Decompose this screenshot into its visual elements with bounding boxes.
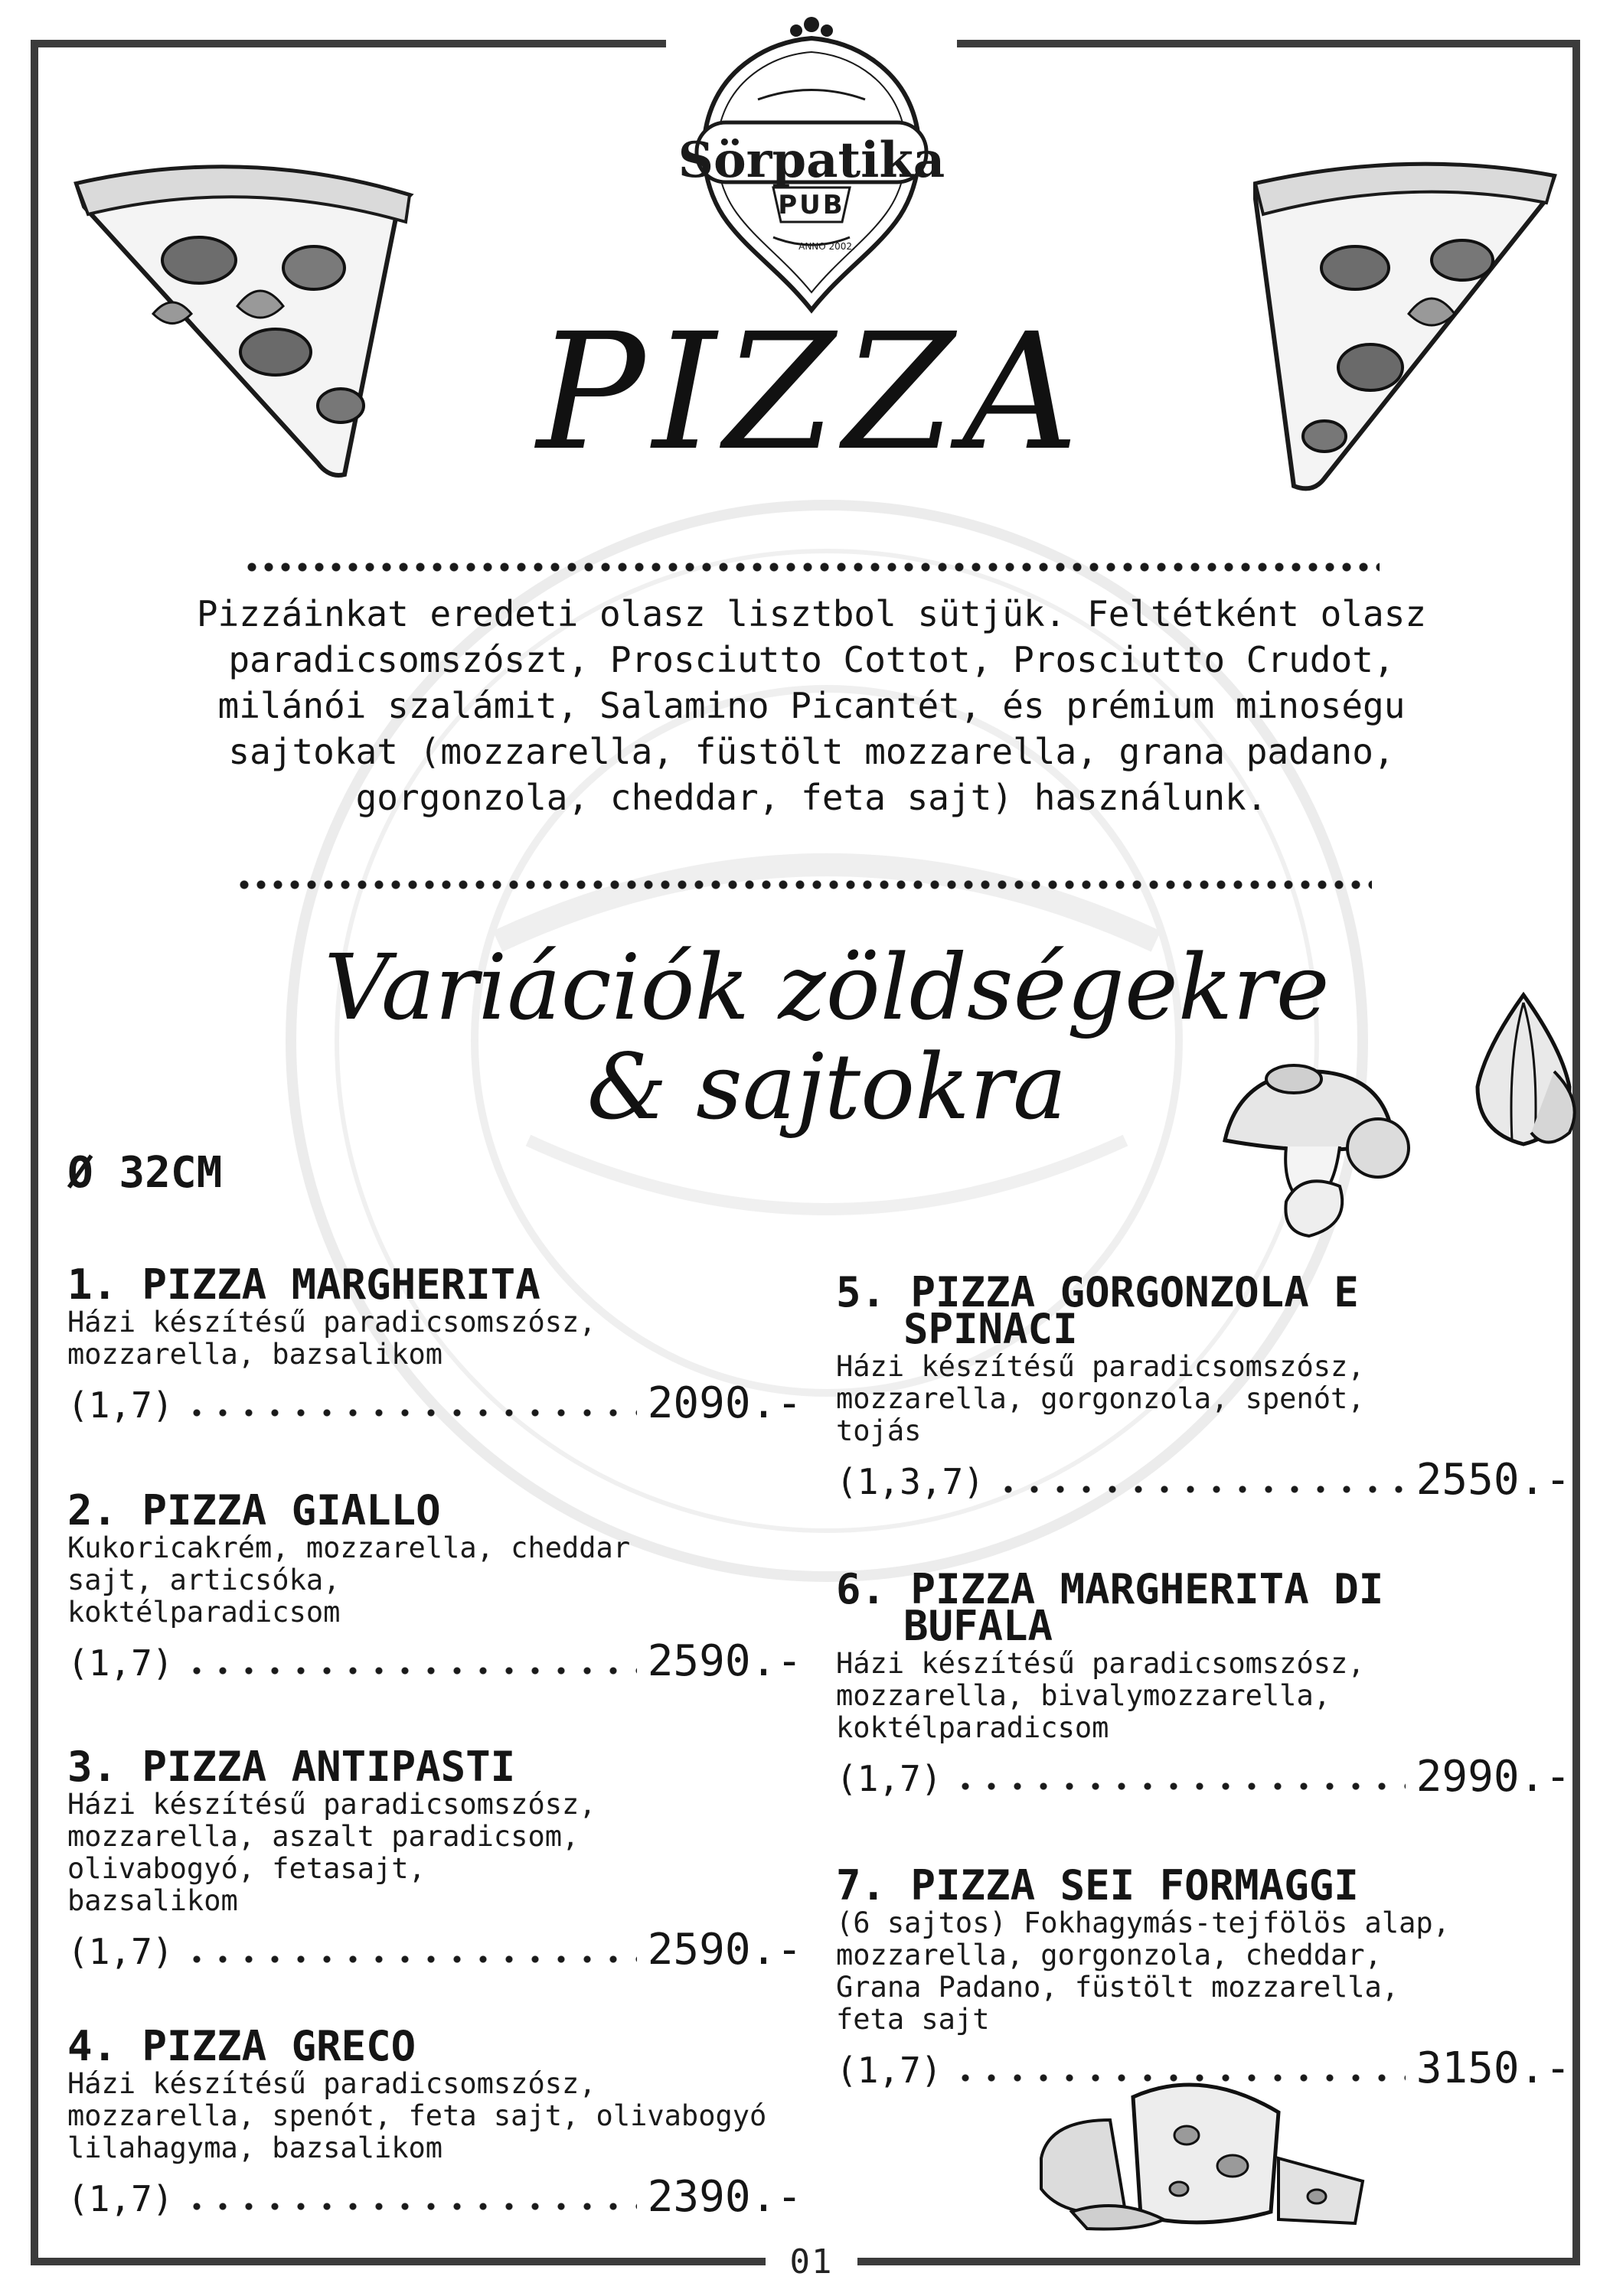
dot-leader bbox=[184, 2173, 636, 2211]
item-desc-line: sajt, articsóka, bbox=[67, 1564, 341, 1596]
item-desc-line: koktélparadicsom bbox=[836, 1711, 1109, 1744]
intro-line: gorgonzola, cheddar, feta sajt) használunk. bbox=[355, 777, 1268, 818]
item-name: 7. PIZZA SEI FORMAGGI bbox=[836, 1861, 1359, 1910]
dotted-divider bbox=[243, 561, 1380, 573]
item-description bbox=[67, 1789, 802, 1917]
price-line bbox=[836, 1455, 1571, 1505]
allergen-codes: (1,3,7) bbox=[836, 1461, 985, 1502]
intro-line: paradicsomszószt, Prosciutto Cottot, Prosciutto Crudot, bbox=[228, 639, 1395, 680]
item-desc-line: feta sajt bbox=[836, 2003, 990, 2036]
intro-line: Pizzáinkat eredeti olasz lisztbol sütjük. Feltétként olasz bbox=[196, 593, 1427, 634]
allergen-codes: (1,7) bbox=[67, 1931, 174, 1972]
item-desc-line: mozzarella, bivalymozzarella, bbox=[836, 1679, 1331, 1712]
item-desc-line: mozzarella, spenót, feta sajt, olivabogyó bbox=[67, 2099, 767, 2132]
pub-logo bbox=[666, 8, 957, 314]
logo-anno-text: ANNO 2002. bbox=[798, 241, 855, 252]
item-desc-line: Házi készítésű paradicsomszósz, bbox=[836, 1350, 1365, 1383]
page-title: PIZZA bbox=[537, 298, 1086, 486]
menu-item bbox=[836, 1861, 1571, 2093]
item-desc-line: tojás bbox=[836, 1414, 922, 1447]
menu-item bbox=[67, 1486, 802, 1686]
item-desc-line: mozzarella, gorgonzola, cheddar, bbox=[836, 1939, 1382, 1971]
item-desc-line: Házi készítésű paradicsomszósz, bbox=[67, 1788, 596, 1821]
item-price: 2990.- bbox=[1416, 1752, 1571, 1802]
item-description bbox=[67, 2068, 802, 2164]
price-line bbox=[67, 1925, 802, 1975]
item-description bbox=[67, 1532, 802, 1629]
item-desc-line: Kukoricakrém, mozzarella, cheddar bbox=[67, 1531, 631, 1564]
subtitle-line: & sajtokra bbox=[586, 1034, 1067, 1140]
price-line bbox=[836, 1752, 1571, 1802]
item-price: 2590.- bbox=[647, 1925, 802, 1975]
page-number: 01 bbox=[789, 2242, 834, 2281]
subtitle-line: Variációk zöldségekre bbox=[324, 934, 1330, 1040]
item-name bbox=[836, 1565, 1571, 1650]
item-name: 4. PIZZA GRECO bbox=[67, 2022, 416, 2070]
mushroom-icon bbox=[1217, 1056, 1416, 1255]
logo-sub-text: PUB bbox=[778, 190, 845, 220]
item-name-continued: BUFALA bbox=[903, 1602, 1053, 1650]
intro-line: milánói szalámit, Salamino Picantét, és prémium minoségu bbox=[217, 685, 1406, 726]
menu-item bbox=[836, 1268, 1571, 1505]
price-line bbox=[67, 1378, 802, 1428]
item-price: 2550.- bbox=[1416, 1455, 1571, 1505]
item-name bbox=[836, 1268, 1571, 1353]
dot-leader bbox=[184, 1926, 636, 1964]
intro-line: sajtokat (mozzarella, füstölt mozzarella, grana padano, bbox=[228, 731, 1395, 772]
item-desc-line: mozzarella, aszalt paradicsom, bbox=[67, 1820, 580, 1853]
item-desc-line: Házi készítésű paradicsomszósz, bbox=[67, 2067, 596, 2100]
allergen-codes: (1,7) bbox=[67, 2178, 174, 2219]
item-description bbox=[67, 1306, 802, 1371]
item-name-line: 6. PIZZA MARGHERITA DI bbox=[836, 1565, 1384, 1613]
item-desc-line: koktélparadicsom bbox=[67, 1596, 341, 1629]
item-desc-line: (6 sajtos) Fokhagymás-tejfölös alap, bbox=[836, 1906, 1450, 1939]
dotted-divider bbox=[236, 879, 1372, 891]
item-desc-line: bazsalikom bbox=[67, 1884, 238, 1917]
pizza-size-label: Ø 32CM bbox=[67, 1148, 223, 1198]
onion-icon bbox=[1455, 980, 1592, 1156]
item-desc-line: mozzarella, bazsalikom bbox=[67, 1338, 443, 1371]
item-description bbox=[836, 1648, 1571, 1744]
item-description bbox=[836, 1907, 1571, 2036]
menu-item bbox=[67, 2022, 802, 2222]
item-desc-line: mozzarella, gorgonzola, spenót, bbox=[836, 1382, 1365, 1415]
menu-item bbox=[836, 1565, 1571, 1802]
item-desc-line: olivabogyó, fetasajt, bbox=[67, 1852, 426, 1885]
intro-text bbox=[69, 591, 1554, 820]
item-desc-line: lilahagyma, bazsalikom bbox=[67, 2131, 443, 2164]
menu-item bbox=[67, 1261, 802, 1428]
dot-leader bbox=[952, 1753, 1405, 1791]
logo-brand-text: Sörpatika bbox=[678, 132, 945, 189]
item-price: 3150.- bbox=[1416, 2043, 1571, 2093]
allergen-codes: (1,7) bbox=[67, 1384, 174, 1426]
item-price: 2390.- bbox=[647, 2172, 802, 2222]
item-desc-line: Grana Padano, füstölt mozzarella, bbox=[836, 1971, 1399, 2004]
item-name-line: 5. PIZZA GORGONZOLA E bbox=[836, 1268, 1359, 1316]
item-price: 2590.- bbox=[647, 1636, 802, 1686]
item-description bbox=[836, 1351, 1571, 1447]
item-name-continued: SPINACI bbox=[903, 1305, 1078, 1353]
item-name: 1. PIZZA MARGHERITA bbox=[67, 1261, 540, 1309]
allergen-codes: (1,7) bbox=[836, 2050, 942, 2091]
item-price: 2090.- bbox=[647, 1378, 802, 1428]
item-desc-line: Házi készítésű paradicsomszósz, bbox=[67, 1306, 596, 1339]
cheese-icon bbox=[1026, 2066, 1386, 2235]
price-line bbox=[67, 2172, 802, 2222]
item-desc-line: Házi készítésű paradicsomszósz, bbox=[836, 1647, 1365, 1680]
item-name: 3. PIZZA ANTIPASTI bbox=[67, 1743, 516, 1791]
dot-leader bbox=[184, 1379, 636, 1417]
allergen-codes: (1,7) bbox=[67, 1642, 174, 1684]
dot-leader bbox=[995, 1456, 1406, 1494]
dot-leader bbox=[184, 1637, 636, 1675]
menu-item bbox=[67, 1743, 802, 1975]
price-line bbox=[67, 1636, 802, 1686]
item-name: 2. PIZZA GIALLO bbox=[67, 1486, 441, 1534]
allergen-codes: (1,7) bbox=[836, 1758, 942, 1799]
